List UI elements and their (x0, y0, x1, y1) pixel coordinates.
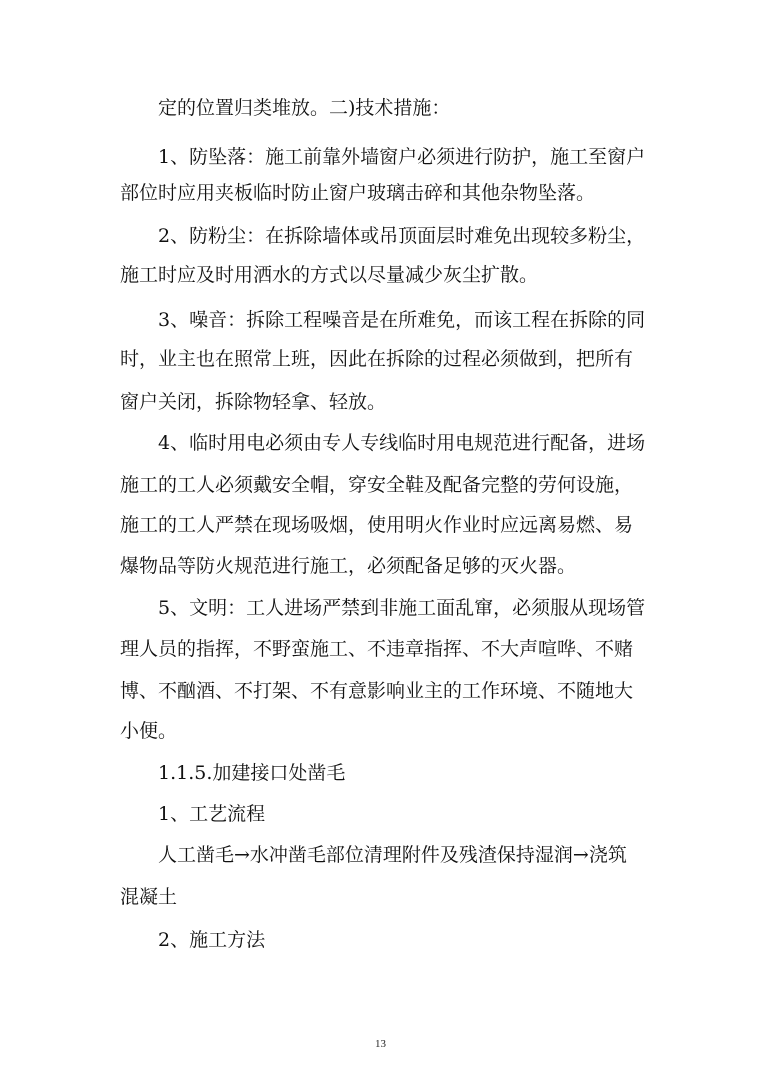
text-line: 5、文明：工人进场严禁到非施工面乱窜，必须服从现场管 (158, 597, 646, 619)
text-line: 施工的工人严禁在现场吸烟，使用明火作业时应远离易燃、易 (120, 514, 634, 536)
text-line: 窗户关闭，拆除物轻拿、轻放。 (120, 391, 387, 413)
text-line: 1、防坠落：施工前靠外墙窗户必须进行防护，施工至窗户 (158, 146, 646, 168)
text-line: 部位时应用夹板临时防止窗户玻璃击碎和其他杂物坠落。 (120, 182, 596, 204)
text-line: 时，业主也在照常上班，因此在拆除的过程必须做到，把所有 (120, 348, 634, 370)
text-line: 2、防粉尘：在拆除墙体或吊顶面层时难免出现较多粉尘， (158, 225, 646, 247)
text-line: 施工的工人必须戴安全帽，穿安全鞋及配备完整的劳何设施， (120, 474, 634, 496)
subheading: 2、施工方法 (158, 929, 266, 951)
text-line: 混凝土 (120, 886, 178, 908)
subheading: 1、工艺流程 (158, 803, 266, 825)
text-line: 施工时应及时用洒水的方式以尽量减少灰尘扩散。 (120, 264, 539, 286)
page-number: 13 (375, 1038, 386, 1050)
section-heading: 1.1.5.加建接口处凿毛 (158, 762, 346, 784)
text-line: 理人员的指挥，不野蛮施工、不违章指挥、不大声喧哗、不赌 (120, 638, 634, 660)
text-line: 小便。 (120, 720, 178, 742)
text-line: 4、临时用电必须由专人专线临时用电规范进行配备，进场 (158, 432, 646, 454)
text-line: 人工凿毛→水冲凿毛部位清理附件及残渣保持湿润→浇筑 (158, 844, 627, 866)
text-line: 定的位置归类堆放。二)技术措施： (158, 97, 451, 119)
text-line: 博、不酗酒、不打架、不有意影响业主的工作环境、不随地大 (120, 680, 634, 702)
text-line: 爆物品等防火规范进行施工，必须配备足够的灭火器。 (120, 555, 577, 577)
text-line: 3、噪音：拆除工程噪音是在所难免，而该工程在拆除的同 (158, 309, 646, 331)
